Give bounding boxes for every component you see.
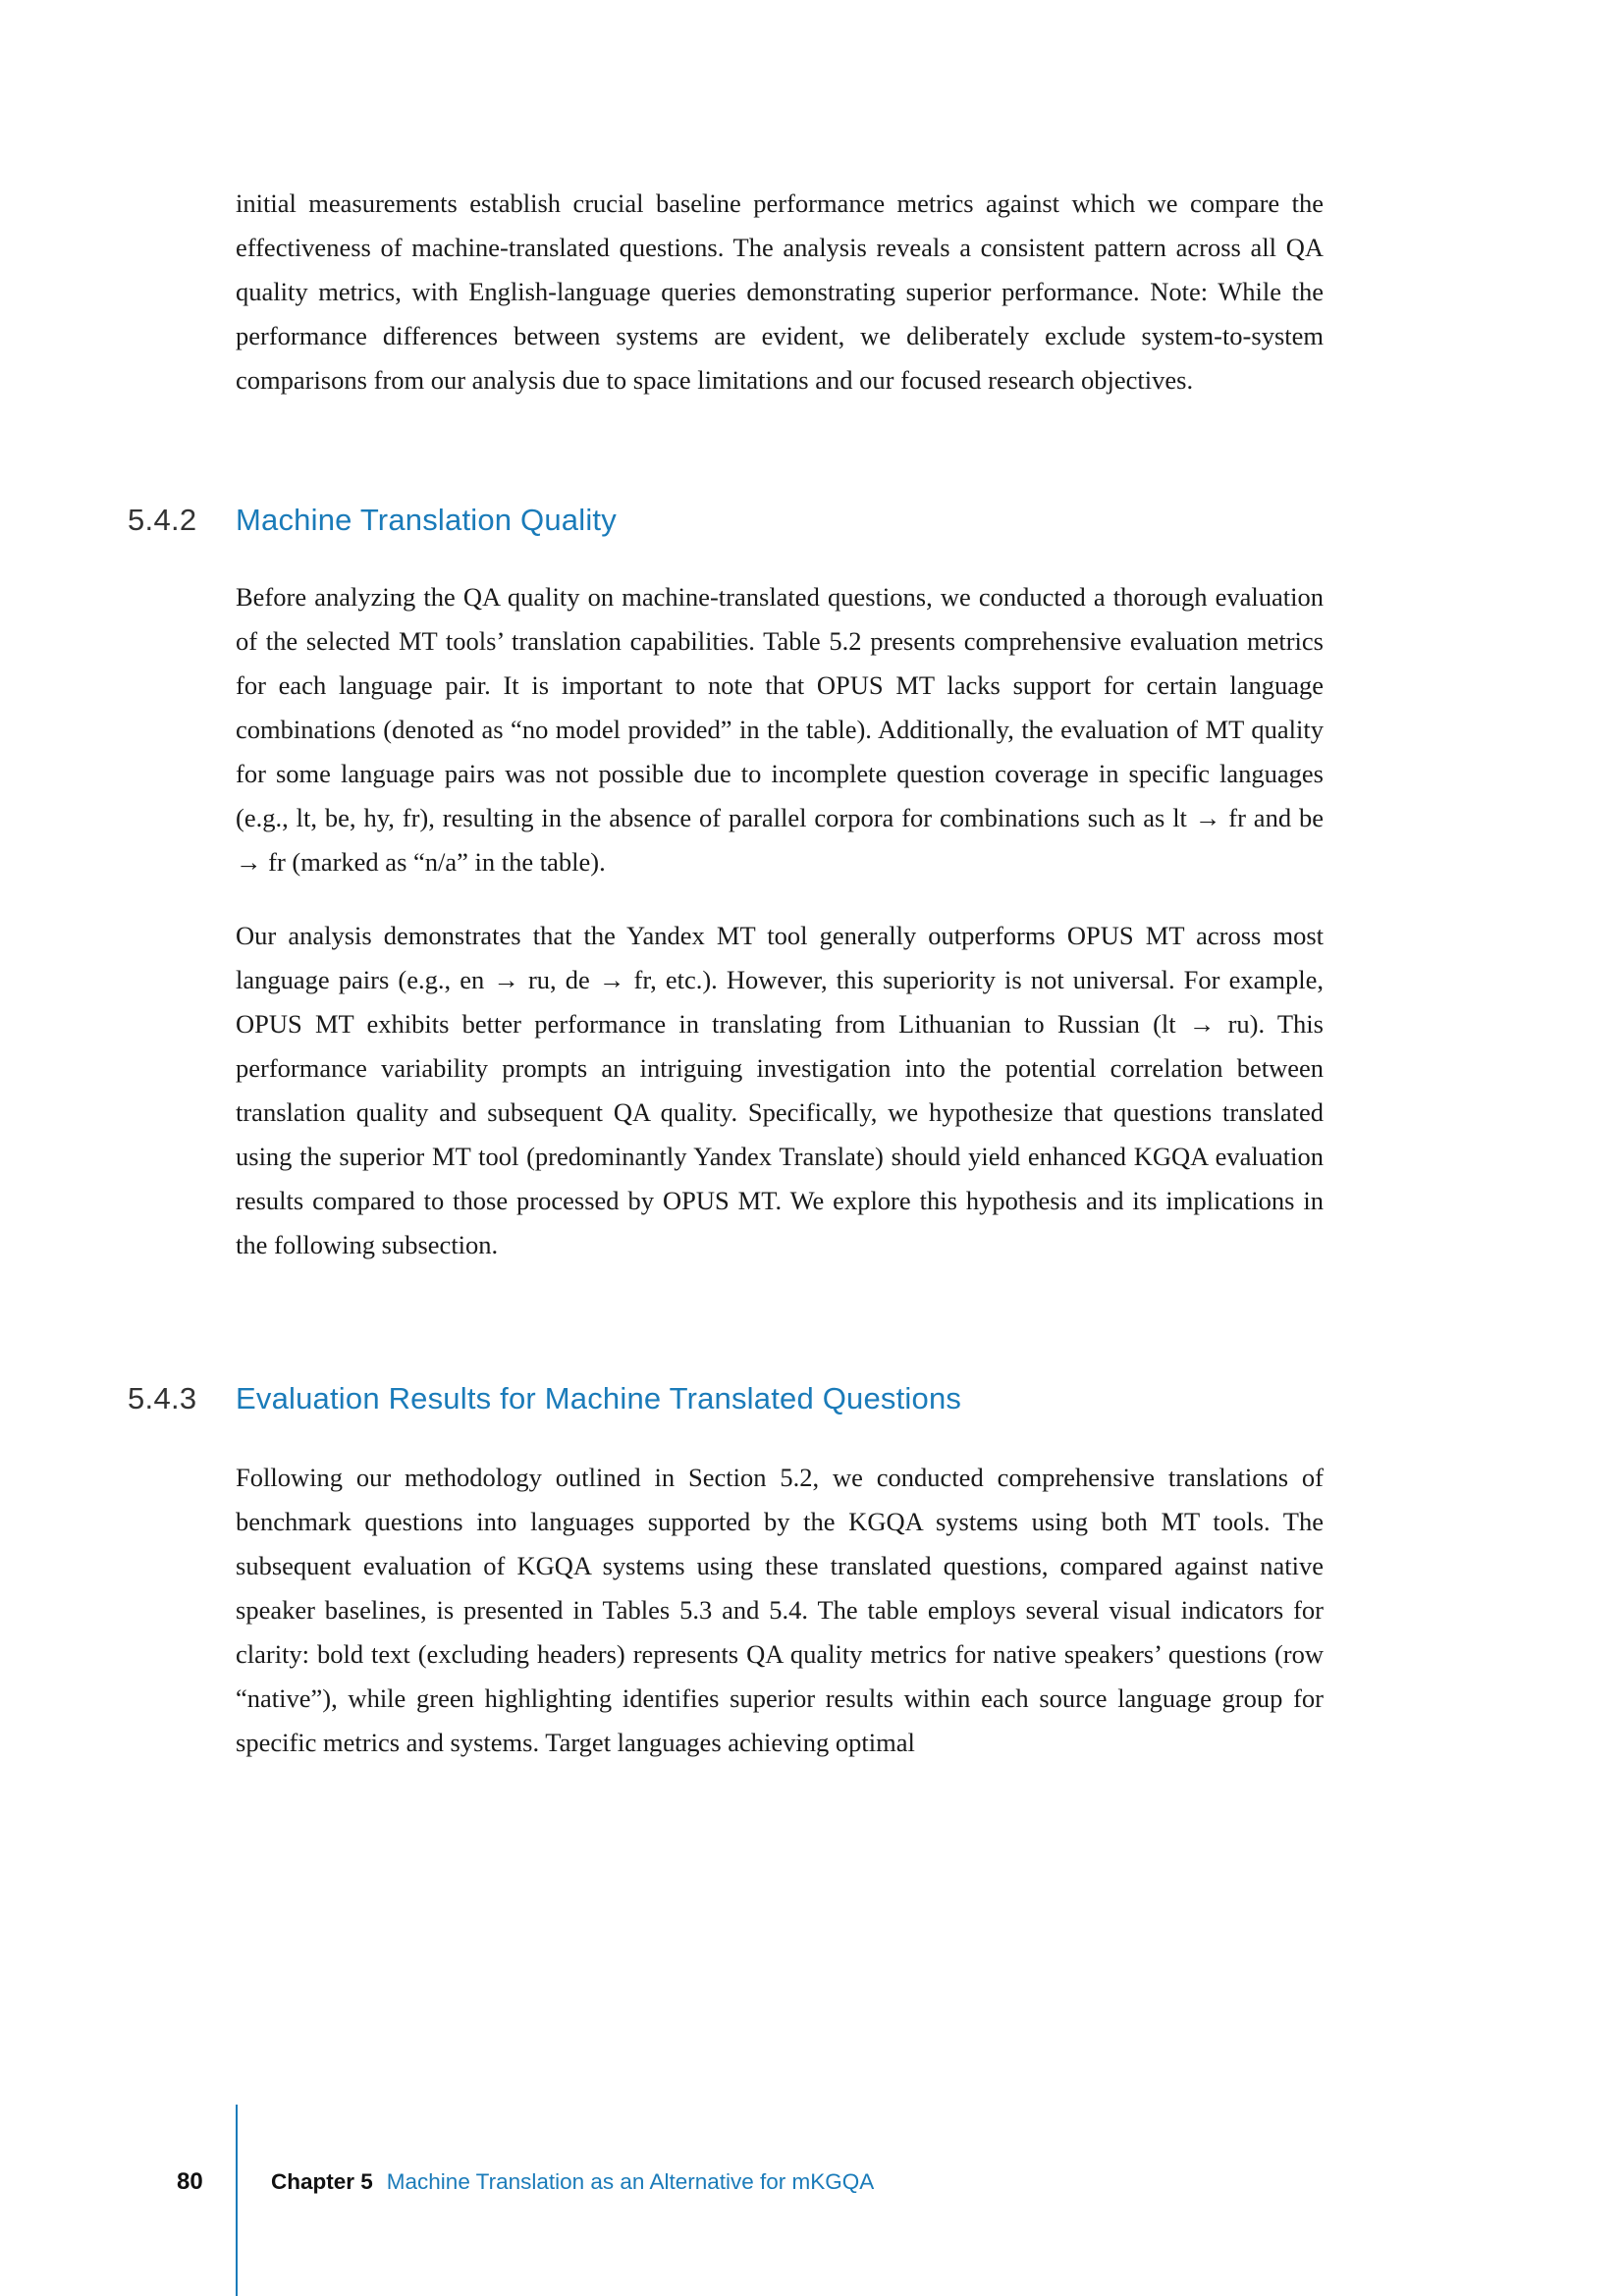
spacer xyxy=(236,538,1324,575)
page-content xyxy=(128,182,1324,1765)
section-heading-543 xyxy=(128,1381,1324,1416)
paragraph-mt-quality-1: Before analyzing the QA quality on machine-translated questions, we conducted a thorough evaluation of the selected MT tools’ translation capabilities. Table 5.2 presents comprehensive evaluation metrics for each language pair. It is important to note that OPUS MT lacks support for certain language combinations (denoted as “no model provided” in the table). Additionally, the evaluation of MT quality for some language pairs was not possible due to incomplete question coverage in specific languages (e.g., lt, be, hy, fr), resulting in the absence of parallel corpora for combinations such as lt → fr and be → fr (marked as “n/a” in the table). xyxy=(236,582,1324,877)
section-number: 5.4.2 xyxy=(128,503,197,537)
spacer xyxy=(236,1416,1324,1456)
paragraph-intro: initial measurements establish crucial baseline performance metrics against which we compare the effectiveness of machine-translated questions. The analysis reveals a consistent pattern across all QA quality metrics, with English-language queries demonstrating superior performance. Note: While the performance differences between systems are evident, we deliberately exclude system-to-system comparisons from our analysis due to space limitations and our focused research objectives. xyxy=(236,188,1324,395)
footer-chapter-label: Chapter 5 xyxy=(271,2169,373,2194)
page-footer xyxy=(177,2163,874,2202)
spacer xyxy=(236,432,1324,503)
section-number: 5.4.3 xyxy=(128,1381,197,1415)
footer-chapter-title: Machine Translation as an Alternative for mKGQA xyxy=(386,2169,875,2194)
spacer xyxy=(236,1297,1324,1381)
section-title: Machine Translation Quality xyxy=(236,503,617,537)
paragraph-eval-results-1: Following our methodology outlined in Section 5.2, we conducted comprehensive translations of benchmark questions into languages supported by the KGQA systems using both MT tools. The subsequent evaluation of KGQA systems using these translated questions, compared against native speaker baselines, is presented in Tables 5.3 and 5.4. The table employs several visual indicators for clarity: bold text (excluding headers) represents QA quality metrics for native speakers’ questions (row “native”), while green highlighting identifies superior results within each source language group for specific metrics and systems. Target languages achieving optimal xyxy=(236,1463,1324,1757)
section-title: Evaluation Results for Machine Translated Questions xyxy=(236,1381,962,1415)
page-number: 80 xyxy=(177,2168,203,2195)
paragraph-mt-quality-2: Our analysis demonstrates that the Yandex MT tool generally outperforms OPUS MT across most language pairs (e.g., en → ru, de → fr, etc.). However, this superiority is not universal. For example, OPUS MT exhibits better performance in translating from Lithuanian to Russian (lt → ru). This performance variability prompts an intriguing investigation into the potential correlation between translation quality and subsequent QA quality. Specifically, we hypothesize that questions translated using the superior MT tool (predominantly Yandex Translate) should yield enhanced KGQA evaluation results compared to those processed by OPUS MT. We explore this hypothesis and its implications in the following subsection. xyxy=(236,921,1324,1259)
section-heading-542 xyxy=(128,503,1324,538)
